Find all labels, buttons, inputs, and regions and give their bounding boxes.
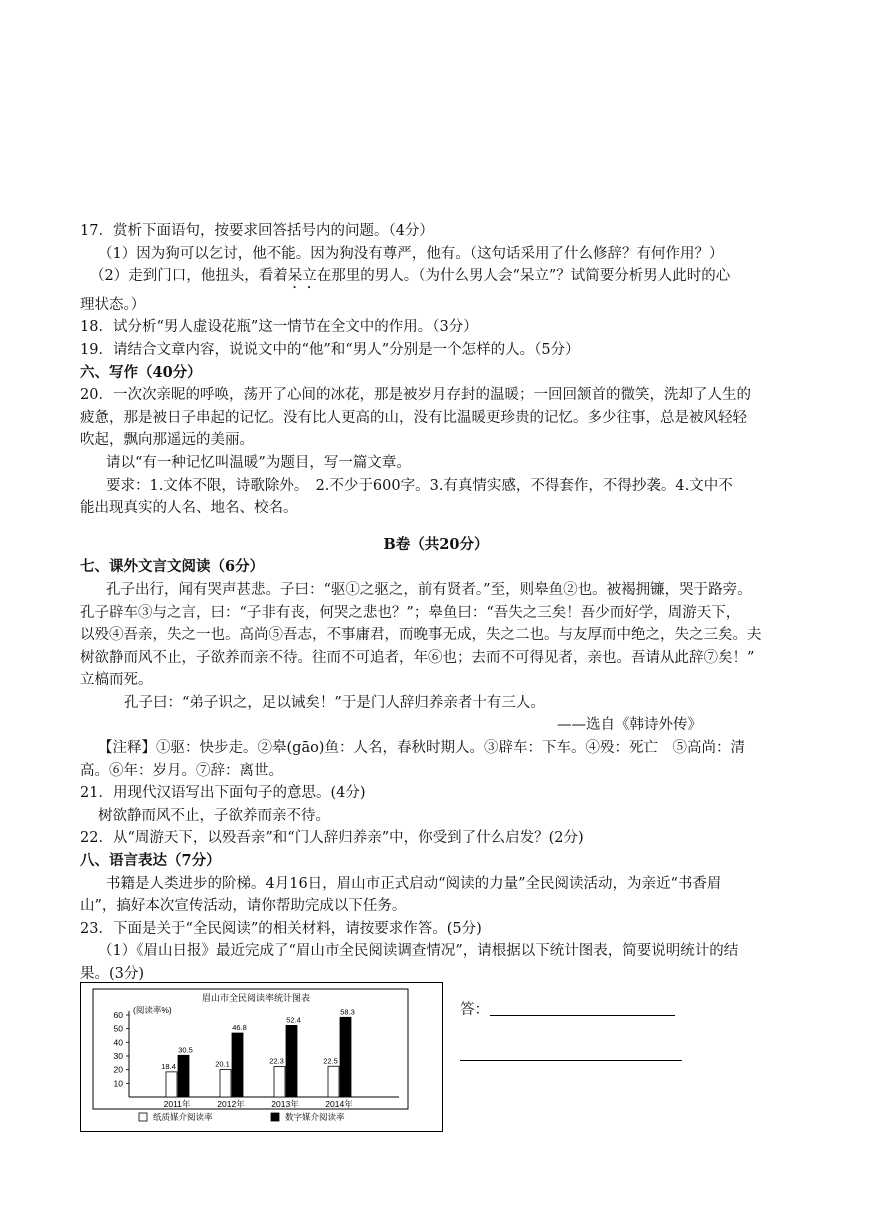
notes-line2: 高。⑥年：岁月。⑦辞：离世。: [80, 762, 283, 779]
legend-swatch-digital: [271, 1113, 279, 1121]
chart-bar: [274, 1067, 285, 1097]
section-8-heading: 八、语言表达（7分）: [80, 852, 221, 870]
passage-line2: 孔子辟车③与之言，曰：“子非有丧，何哭之悲也？”；皋鱼曰：“吾失之三矣！吾少而好学，周游天下，: [80, 604, 741, 621]
chart-y-tick-label: 40: [113, 1037, 123, 1048]
passage-line1: 孔子出行，闻有哭声甚悲。子曰：“驱①之驱之，前有贤者。”至，则皋鱼②也。被褐拥镰，哭于路旁。: [106, 581, 752, 598]
intro-line2: 山”，搞好本次宣传活动，请你帮助完成以下任务。: [80, 898, 407, 915]
chart-data-label: 22.5: [323, 1056, 338, 1066]
chart-bar: [178, 1055, 189, 1097]
passage-line6: 孔子曰：“弟子识之，足以诫矣！”于是门人辞归养亲者十有三人。: [124, 694, 545, 711]
q20-line3: 吹起，飘向那遥远的美丽。: [80, 432, 254, 449]
reading-rate-chart: [80, 982, 443, 1132]
q17-emphasis-word: 呆立: [287, 268, 317, 285]
q20-line1: 20．一次次亲昵的呼唤，荡开了心间的冰花，那是被岁月存封的温暖；一回回颔首的微笑，洗却了人生的: [80, 387, 751, 404]
chart-ylabel: (阅读率%): [133, 1005, 172, 1015]
legend-label-paper: 纸质媒介阅读率: [153, 1112, 213, 1122]
intro-line1: 书籍是人类进步的阶梯。4月16日，眉山市正式启动“阅读的力量”全民阅读活动，为亲近“书香眉: [106, 875, 722, 892]
chart-bar: [166, 1072, 177, 1097]
passage-source: ——选自《韩诗外传》: [557, 717, 702, 734]
passage-line3: 以殁④吾亲，失之一也。高尚⑤吾志，不事庸君，而晚事无成，失之二也。与友厚而中绝之，失之三矣。夫: [80, 627, 762, 644]
chart-x-tick-label: 2011年: [163, 1099, 191, 1109]
section-7-heading: 七、课外文言文阅读（6分）: [80, 558, 265, 576]
notes-line1: 【注释】①驱：快步走。②皋(gāo)鱼：人名，春秋时期人。③辟车：下车。④殁：死亡 ⑤高尚：清: [98, 740, 745, 757]
chart-y-tick-label: 60: [113, 1010, 123, 1020]
chart-title: 眉山市全民阅读率统计图表: [201, 993, 311, 1003]
q21-sentence: 树欲静而风不止，子欲养而亲不待。: [98, 807, 330, 824]
chart-bar: [328, 1066, 339, 1097]
q17-part2: [80, 265, 792, 288]
chart-data-label: 46.8: [232, 1023, 247, 1033]
q23-part1: （1）《眉山日报》最近完成了“眉山市全民阅读调查情况”，请根据以下统计图表，简要说明统计的结: [98, 943, 739, 960]
q19: 19．请结合文章内容，说说文中的“他”和“男人”分别是一个怎样的人。（5分）: [80, 341, 580, 358]
q23-title: 23．下面是关于“全民阅读”的相关材料，请按要求作答。(5分): [80, 920, 482, 937]
q17-part1: （1）因为狗可以乞讨，他不能。因为狗没有尊严，他有。（这句话采用了什么修辞？有何作用？）: [98, 245, 724, 262]
q21-title: 21．用现代汉语写出下面句子的意思。(4分): [80, 785, 366, 802]
chart-bar: [232, 1033, 243, 1097]
q20-line4: 请以“有一种记忆叫温暖”为题目，写一篇文章。: [106, 454, 411, 471]
q20-line2: 疲惫，那是被日子串起的记忆。没有比人更高的山，没有比温暖更珍贵的记忆。多少往事，总是被风轻轻: [80, 409, 747, 426]
chart-data-label: 52.4: [286, 1015, 301, 1025]
chart-x-tick-label: 2012年: [217, 1099, 245, 1109]
chart-data-label: 58.3: [340, 1007, 355, 1017]
chart-y-tick-label: 50: [113, 1023, 123, 1034]
chart-bar: [340, 1017, 351, 1097]
q17-part2-cont: 理状态。）: [80, 296, 146, 313]
legend-swatch-paper: [139, 1113, 147, 1121]
q17-part2-a: （2）走到门口，他扭头，看着: [90, 268, 288, 285]
passage-line5: 立槁而死。: [80, 672, 153, 689]
legend-label-digital: 数字媒介阅读率: [285, 1112, 345, 1122]
answer-line-1[interactable]: [490, 1015, 675, 1016]
answer-label: 答：: [460, 1002, 489, 1018]
section-6-heading: 六、写作（40分）: [80, 363, 202, 381]
reading-rate-chart-svg: [81, 983, 442, 1131]
q17-title: 17．赏析下面语句，按要求回答括号内的问题。（4分）: [80, 223, 434, 239]
chart-y-tick-label: 30: [113, 1051, 123, 1061]
part-b-heading: B卷（共20分）: [383, 535, 489, 553]
chart-x-tick-label: 2013年: [271, 1099, 299, 1109]
q17-part2-b: 在那里的男人。（为什么男人会“呆立”？试简要分析男人此时的心: [316, 268, 731, 285]
q18: 18．试分析“男人虚设花瓶”这一情节在全文中的作用。（3分）: [80, 319, 478, 336]
answer-line-2[interactable]: [460, 1060, 682, 1061]
passage-line4: 树欲静而风不止，子欲养而亲不待。往而不可追者，年⑥也；去而不可得见者，亲也。吾请从此辞⑦矣！”: [80, 649, 755, 666]
exam-page: [80, 220, 792, 986]
q23-part1-cont: 果。(3分): [80, 966, 145, 982]
q22: 22．从“周游天下，以殁吾亲”和“门人辞归养亲”中，你受到了什么启发？(2分): [80, 830, 584, 847]
chart-data-label: 22.3: [269, 1056, 284, 1066]
chart-x-tick-label: 2014年: [325, 1099, 353, 1109]
q20-requirements: 要求：1.文体不限，诗歌除外。 2.不少于600字。3.有真情实感，不得套作，不得抄袭。4.文中不: [106, 477, 733, 494]
chart-y-tick-label: 10: [113, 1078, 123, 1089]
chart-data-label: 30.5: [178, 1045, 193, 1055]
chart-bar: [286, 1025, 297, 1097]
chart-data-label: 18.4: [161, 1061, 176, 1071]
chart-data-label: 20.1: [215, 1059, 230, 1069]
q20-requirements-cont: 能出现真实的人名、地名、校名。: [80, 500, 298, 517]
chart-y-tick-label: 20: [113, 1064, 123, 1075]
chart-bar: [220, 1070, 231, 1097]
